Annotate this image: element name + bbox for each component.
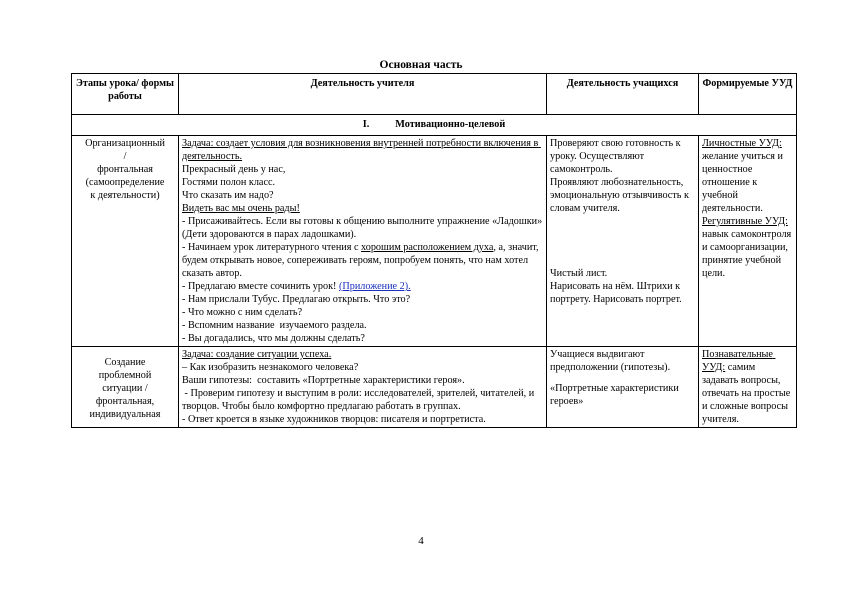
teacher-text-part: , а, значит, будем открывать новое, сопереживать героям, попробуем понять, что нам хотел сказать автор. bbox=[182, 242, 542, 279]
header-uud: Формируемые УУД bbox=[699, 74, 797, 115]
students-cell bbox=[547, 136, 699, 347]
header-stages: Этапы урока/ формы работы bbox=[72, 74, 179, 115]
stage-cell bbox=[72, 347, 179, 428]
poem-line: Что сказать им надо? bbox=[182, 190, 274, 201]
section-number: I. bbox=[362, 119, 370, 130]
header-teacher: Деятельность учителя bbox=[179, 74, 547, 115]
poem-line: Гостями полон класс. bbox=[182, 177, 276, 188]
teacher-text: - Ответ кроется в языке художников творцов: писателя и портретиста. bbox=[182, 414, 486, 425]
teacher-cell bbox=[179, 347, 547, 428]
teacher-text-part: - Предлагаю вместе сочинить урок! bbox=[182, 281, 339, 292]
spacer bbox=[550, 215, 695, 267]
section-cell bbox=[72, 115, 797, 136]
uud-cell bbox=[699, 347, 797, 428]
teacher-text: - Что можно с ним сделать? bbox=[182, 307, 303, 318]
section-row bbox=[72, 115, 797, 136]
stage-line: (самоопределение bbox=[85, 177, 165, 188]
lesson-table bbox=[71, 73, 797, 428]
poem-line: Прекрасный день у нас, bbox=[182, 164, 286, 175]
uud-title: Познавательные УУД: bbox=[702, 349, 776, 373]
teacher-text: Ваши гипотезы: составить «Портретные характеристики героя». bbox=[182, 375, 465, 386]
teacher-text: - Вспомним название изучаемого раздела. bbox=[182, 320, 367, 331]
uud-desc: самим задавать вопросы, отвечать на простые и сложные вопросы учителя. bbox=[702, 362, 793, 425]
page-title: Основная часть bbox=[379, 59, 463, 71]
students-text: Учащиеся выдвигают предположении (гипотезы). bbox=[550, 349, 671, 373]
stage-line: Организационный bbox=[85, 138, 165, 149]
teacher-text bbox=[182, 280, 543, 293]
teacher-text bbox=[182, 241, 543, 280]
underlined-phrase: хорошим расположением духа bbox=[361, 242, 494, 253]
task-text: Задача: создание ситуации успеха. bbox=[182, 349, 332, 360]
teacher-text: - Присаживайтесь. Если вы готовы к общению выполните упражнение «Ладошки» (Дети здороваются в парах ладошками). bbox=[182, 216, 545, 240]
students-cell bbox=[547, 347, 699, 428]
teacher-cell bbox=[179, 136, 547, 347]
students-text: Проявляют любознательность, эмоциональную отзывчивость к словам учителя. bbox=[550, 177, 692, 214]
teacher-text: - Нам прислали Тубус. Предлагаю открыть. Что это? bbox=[182, 294, 411, 305]
poem-line: Видеть вас мы очень рады! bbox=[182, 203, 300, 214]
teacher-text: - Вы догадались, что мы должны сделать? bbox=[182, 333, 365, 344]
table-row bbox=[72, 136, 797, 347]
uud-title: Личностные УУД: bbox=[702, 138, 782, 149]
students-text: Чистый лист. bbox=[550, 268, 608, 279]
stage-line: фронтальная, bbox=[95, 396, 155, 407]
page-number: 4 bbox=[418, 535, 424, 547]
spacer bbox=[550, 374, 695, 382]
stage-line: ситуации / bbox=[102, 383, 148, 394]
spacer bbox=[75, 348, 175, 356]
students-text: Нарисовать на нём. Штрихи к портрету. Нарисовать портрет. bbox=[550, 281, 683, 305]
uud-cell bbox=[699, 136, 797, 347]
uud-text bbox=[702, 137, 793, 215]
stage-line: индивидуальная bbox=[89, 409, 161, 420]
section-name: Мотивационно-целевой bbox=[395, 119, 506, 130]
students-text: «Портретные характеристики героев» bbox=[550, 383, 682, 407]
stage-line: к деятельности) bbox=[90, 190, 160, 201]
appendix-link[interactable]: (Приложение 2). bbox=[338, 281, 411, 292]
header-row bbox=[72, 74, 797, 115]
stage-line: Создание bbox=[104, 357, 146, 368]
stage-line: / bbox=[123, 151, 127, 162]
task-text: Задача: создает условия для возникновения внутренней потребности включения в деятельность. bbox=[182, 138, 541, 162]
uud-desc: навык самоконтроля и самоорганизации, принятие учебной цели. bbox=[702, 229, 794, 279]
stage-cell bbox=[72, 136, 179, 347]
teacher-text: - Проверим гипотезу и выступим в роли: исследователей, зрителей, читателей, и творцов. Чтобы было комфортно предлагаю работать в группах. bbox=[182, 388, 537, 412]
stage-line: проблемной bbox=[98, 370, 152, 381]
teacher-text: – Как изобразить незнакомого человека? bbox=[182, 362, 359, 373]
uud-desc: желание учиться и ценностное отношение к учебной деятельности. bbox=[702, 138, 786, 214]
students-text: Проверяют свою готовность к уроку. Осуществляют самоконтроль. bbox=[550, 138, 684, 175]
stage-line: фронтальная bbox=[97, 164, 153, 175]
header-students: Деятельность учащихся bbox=[547, 74, 699, 115]
uud-title: Регулятивные УУД: bbox=[702, 216, 788, 227]
teacher-text-part: - Начинаем урок литературного чтения с bbox=[182, 242, 362, 253]
table-row bbox=[72, 347, 797, 428]
uud-text bbox=[702, 348, 793, 426]
